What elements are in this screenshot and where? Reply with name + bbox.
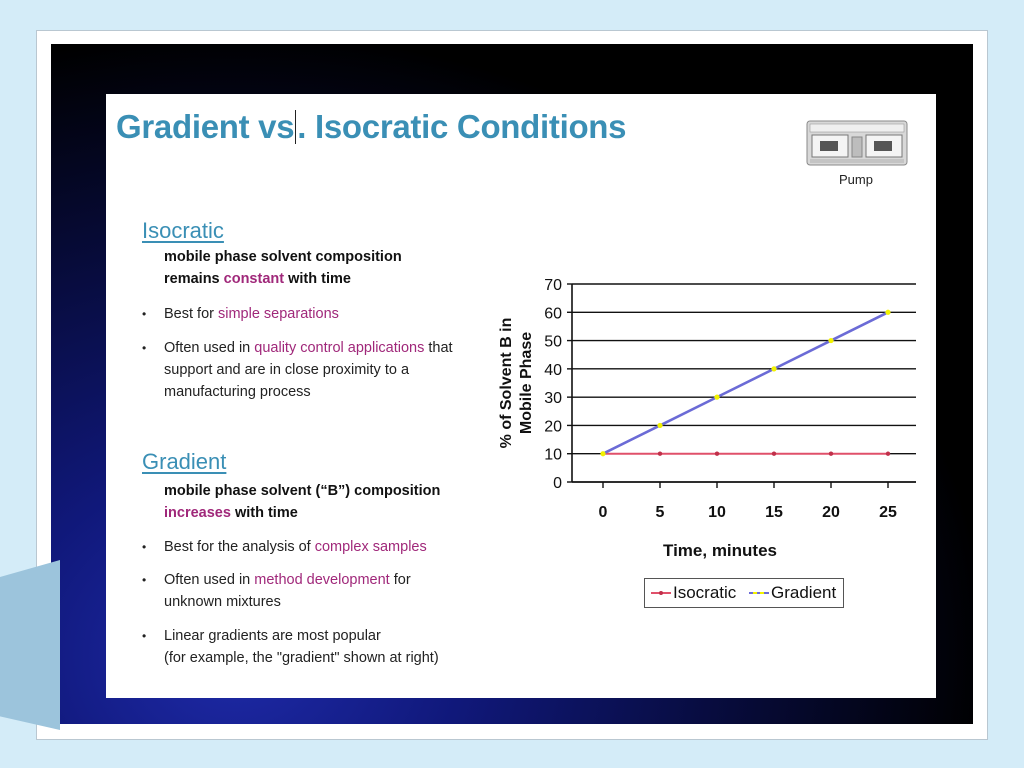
gradient-bullet-2: • Often used in method development for bbox=[142, 572, 411, 588]
highlight-increases: increases bbox=[164, 505, 231, 521]
isocratic-bullet-1: • Best for simple separations bbox=[142, 306, 339, 322]
tick-label-y-4: 40 bbox=[544, 361, 562, 379]
isocratic-desc-line1: mobile phase solvent composition bbox=[164, 249, 402, 265]
isocratic-bullet-2-line3: manufacturing process bbox=[164, 384, 311, 400]
tick-label-x-4: 20 bbox=[822, 504, 840, 521]
x-axis-label: Time, minutes bbox=[663, 541, 777, 560]
highlight-simple-separations: simple separations bbox=[218, 306, 339, 322]
slide-title bbox=[116, 108, 626, 146]
highlight-complex-samples: complex samples bbox=[314, 539, 427, 555]
tick-label-y-5: 50 bbox=[544, 333, 562, 351]
isocratic-point-1 bbox=[658, 452, 662, 456]
pump-label: Pump bbox=[839, 172, 873, 187]
legend-isocratic-marker bbox=[651, 587, 671, 599]
isocratic-bullet-2-line2: support and are in close proximity to a bbox=[164, 362, 410, 378]
tick-label-x-1: 5 bbox=[655, 504, 665, 521]
legend-isocratic-label: Isocratic bbox=[673, 583, 737, 602]
highlight-method-development: method development bbox=[254, 572, 390, 588]
isocratic-heading: Isocratic bbox=[142, 218, 224, 243]
gradient-heading: Gradient bbox=[142, 449, 227, 474]
pump-icon bbox=[806, 119, 908, 167]
isocratic-point-3 bbox=[772, 452, 776, 456]
gradient-bullet-3-line2: (for example, the "gradient" shown at right) bbox=[164, 650, 439, 666]
tick-label-x-5: 25 bbox=[879, 504, 897, 521]
gradient-point-3 bbox=[771, 366, 776, 371]
tick-label-x-2: 10 bbox=[708, 504, 726, 521]
tick-label-y-1: 10 bbox=[544, 446, 562, 464]
title-part1: Gradient vs bbox=[116, 108, 295, 145]
gradient-desc-line1: mobile phase solvent (“B”) composition bbox=[164, 483, 441, 499]
isocratic-bullet-2: • Often used in quality control applications that bbox=[142, 340, 453, 356]
tick-label-y-7: 70 bbox=[544, 277, 562, 294]
isocratic-desc-line2: remains constant with time bbox=[164, 271, 351, 287]
gradient-point-5 bbox=[885, 310, 890, 315]
gradient-point-2 bbox=[714, 395, 719, 400]
gradient-point-1 bbox=[657, 423, 662, 428]
solvent-composition-chart bbox=[486, 264, 926, 614]
chart-legend bbox=[644, 578, 844, 608]
legend-gradient-label: Gradient bbox=[771, 583, 837, 602]
gradient-bullet-3: • Linear gradients are most popular bbox=[142, 628, 381, 644]
gradient-desc-line2: increases with time bbox=[164, 505, 298, 521]
y-axis-label-line2: Mobile Phase bbox=[518, 331, 535, 435]
gradient-point-4 bbox=[828, 338, 833, 343]
tick-label-y-3: 30 bbox=[544, 390, 562, 408]
highlight-constant: constant bbox=[223, 271, 285, 287]
gradient-bullet-1: • Best for the analysis of complex samples bbox=[142, 539, 427, 555]
isocratic-point-4 bbox=[829, 452, 833, 456]
tick-label-x-0: 0 bbox=[598, 504, 608, 521]
title-part2: . Isocratic Conditions bbox=[297, 108, 627, 145]
legend-gradient-marker bbox=[749, 587, 769, 599]
series-gradient-line bbox=[603, 312, 888, 453]
gradient-bullet-2-line2: unknown mixtures bbox=[164, 594, 281, 610]
tick-label-y-2: 20 bbox=[544, 418, 562, 436]
gradient-point-0 bbox=[600, 451, 605, 456]
isocratic-point-2 bbox=[715, 452, 719, 456]
highlight-quality-control: quality control applications bbox=[254, 340, 425, 356]
y-axis-label-line1: % of Solvent B in bbox=[498, 317, 515, 449]
slide bbox=[106, 94, 936, 698]
tick-label-y-6: 60 bbox=[544, 305, 562, 323]
tick-label-x-3: 15 bbox=[765, 504, 783, 521]
tick-label-y-0: 0 bbox=[553, 475, 562, 492]
decorative-shape bbox=[0, 560, 60, 730]
isocratic-point-5 bbox=[886, 452, 890, 456]
